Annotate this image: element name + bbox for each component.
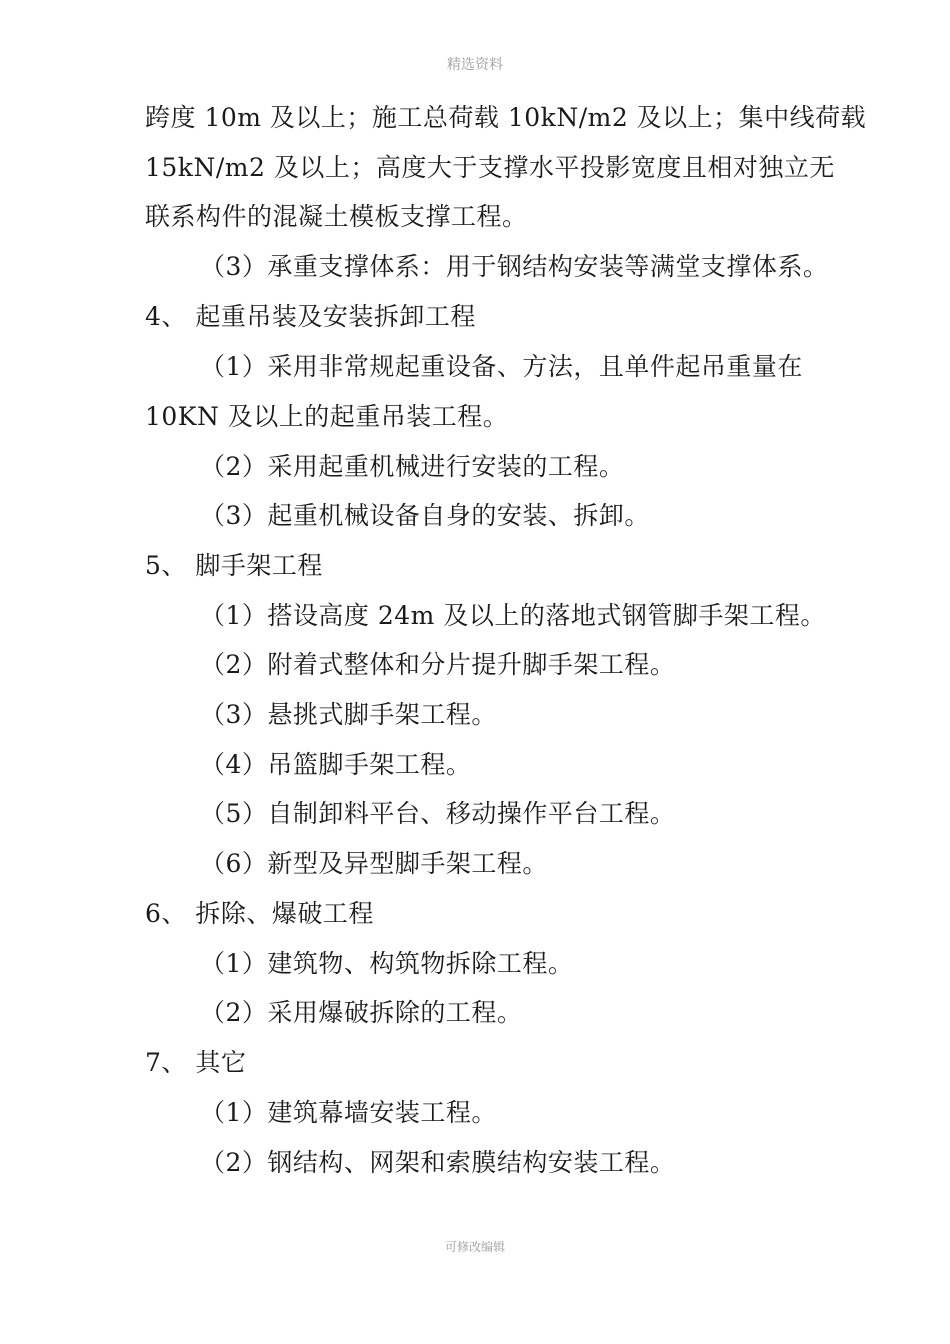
list-item: （2）采用爆破拆除的工程。 <box>200 998 523 1027</box>
page-footer-note: 可修改编辑 <box>444 1240 505 1254</box>
section-heading: 6、 拆除、爆破工程 <box>145 899 374 928</box>
list-item: （2）钢结构、网架和索膜结构安装工程。 <box>200 1148 676 1177</box>
section-heading: 7、 其它 <box>145 1048 247 1077</box>
list-item: （1）搭设高度 24m 及以上的落地式钢管脚手架工程。 <box>200 601 826 630</box>
list-item: （6）新型及异型脚手架工程。 <box>200 849 548 878</box>
paragraph-line: 跨度 10m 及以上；施工总荷载 10kN/m2 及以上；集中线荷载 <box>145 103 867 132</box>
list-item: （2）采用起重机械进行安装的工程。 <box>200 452 625 481</box>
section-heading: 4、 起重吊装及安装拆卸工程 <box>145 302 476 331</box>
paragraph-line: 联系构件的混凝土模板支撑工程。 <box>145 202 528 231</box>
list-item: （1）建筑物、构筑物拆除工程。 <box>200 949 574 978</box>
paragraph-line: 15kN/m2 及以上；高度大于支撑水平投影宽度且相对独立无 <box>145 153 835 182</box>
list-item: （3）悬挑式脚手架工程。 <box>200 700 497 729</box>
section-heading: 5、 脚手架工程 <box>145 551 323 580</box>
list-item: （3）起重机械设备自身的安装、拆卸。 <box>200 501 650 530</box>
list-item: （1）建筑幕墙安装工程。 <box>200 1098 497 1127</box>
paragraph-line: 10KN 及以上的起重吊装工程。 <box>145 402 509 431</box>
page-header-note: 精选资料 <box>447 57 503 73</box>
list-item: （4）吊篮脚手架工程。 <box>200 750 472 779</box>
list-item: （5）自制卸料平台、移动操作平台工程。 <box>200 799 676 828</box>
list-item: （3）承重支撑体系：用于钢结构安装等满堂支撑体系。 <box>200 252 829 281</box>
list-item: （1）采用非常规起重设备、方法，且单件起吊重量在 <box>200 352 803 381</box>
list-item: （2）附着式整体和分片提升脚手架工程。 <box>200 650 676 679</box>
